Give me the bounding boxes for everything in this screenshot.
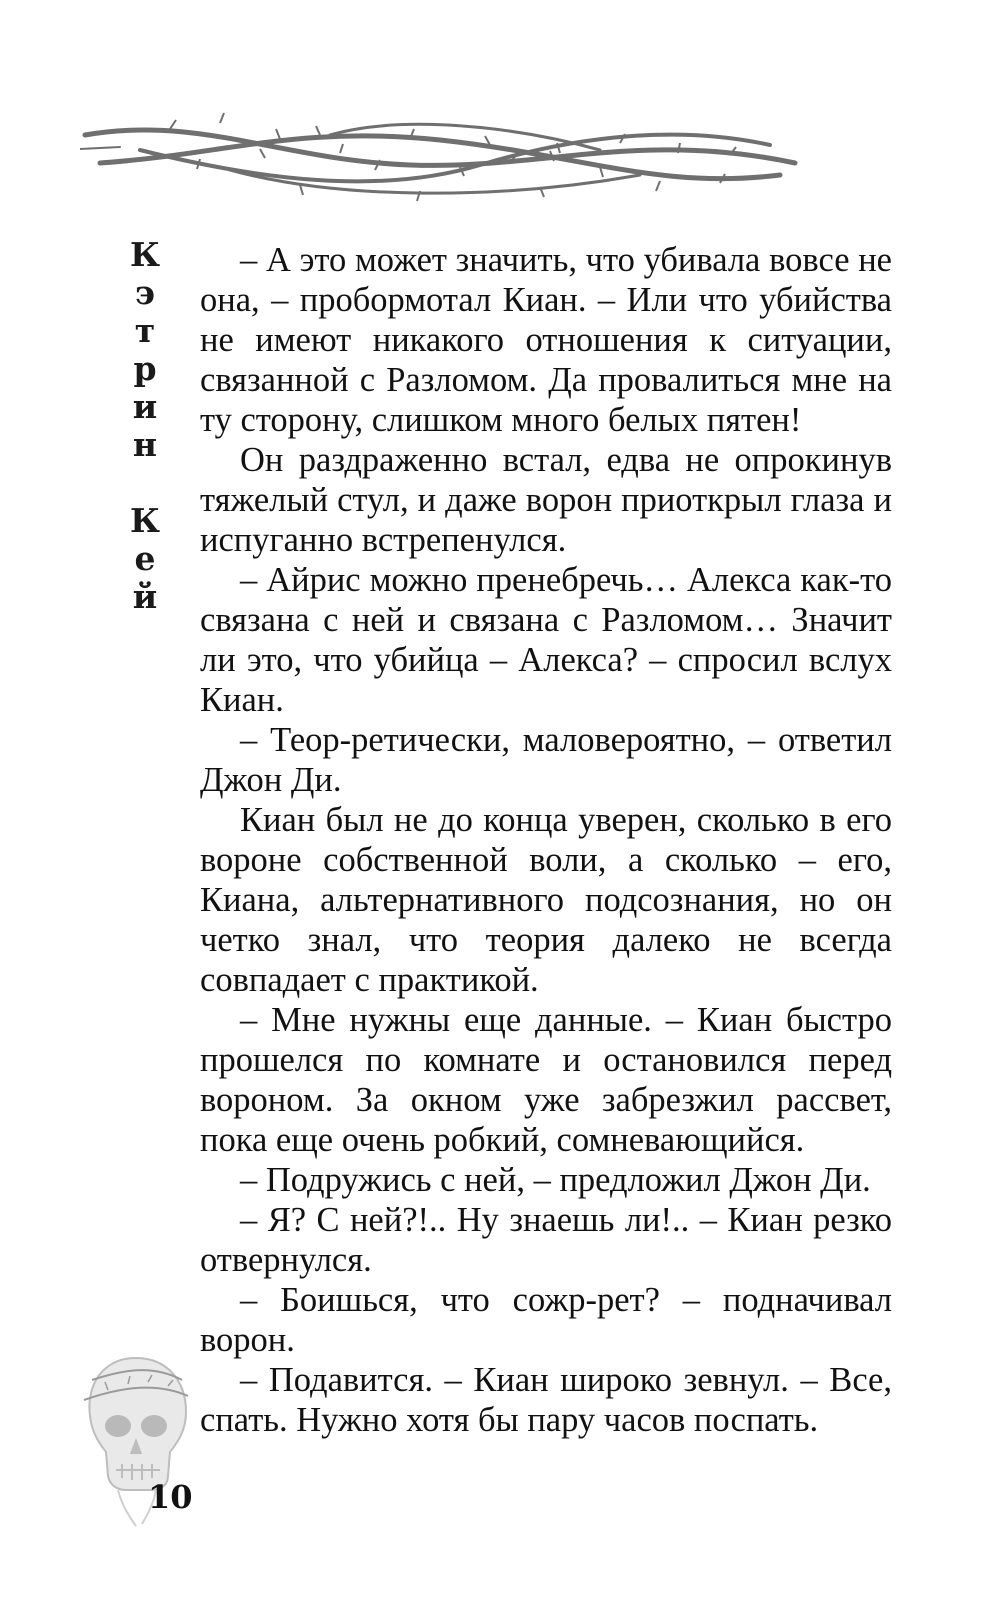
thorn-vine-ornament <box>80 105 800 225</box>
author-name-vertical <box>118 236 172 616</box>
paragraph: – Мне нужны еще данные. – Киан быстро прошелся по комнате и остановился перед вороном. За окном уже забрезжил рассвет, пока еще очень робкий, сомневающийся. <box>200 1001 892 1159</box>
paragraph: – Боишься, что сожр-рет? – подначивал ворон. <box>200 1281 892 1359</box>
paragraph: – А это может значить, что убивала вовсе не она, – пробормотал Киан. – Или что убийства не имеют никакого отношения к ситуации, связанной с Разломом. Да провалиться мне на ту сторону, слишком много белых пятен! <box>200 241 892 439</box>
paragraph: – Подружись с ней, – предложил Джон Ди. <box>240 1161 871 1199</box>
author-letter: е <box>134 539 156 578</box>
author-letter: т <box>134 311 156 350</box>
author-letter: й <box>132 577 158 616</box>
paragraph: Киан был не до конца уверен, сколько в его вороне собственной воли, а сколько – его, Киана, альтернативного подсознания, но он четко знал, что теория далеко не всегда совпадает с практикой. <box>200 801 892 999</box>
paragraph: Он раздраженно встал, едва не опрокинув тяжелый стул, и даже ворон приоткрыл глаза и испуганно встрепенулся. <box>200 441 892 559</box>
author-letter: К <box>129 501 161 540</box>
page-body <box>200 240 892 1440</box>
page-number: 10 <box>148 1478 193 1516</box>
paragraph: – Я? С ней?!.. Ну знаешь ли!.. – Киан резко отвернулся. <box>200 1201 892 1279</box>
author-letter: э <box>134 273 156 312</box>
author-letter: н <box>132 425 158 464</box>
author-letter: К <box>129 235 161 274</box>
author-letter: и <box>132 387 158 426</box>
paragraph: – Подавится. – Киан широко зевнул. – Все, спать. Нужно хотя бы пару часов поспать. <box>200 1361 892 1439</box>
paragraph: – Айрис можно пренебречь… Алекса как-то связана с ней и связана с Разломом… Значит ли это, что убийца – Алекса? – спросил вслух Киан. <box>200 561 892 719</box>
paragraph: – Теор-ретически, маловероятно, – ответил Джон Ди. <box>200 721 892 799</box>
author-letter: р <box>133 349 157 388</box>
